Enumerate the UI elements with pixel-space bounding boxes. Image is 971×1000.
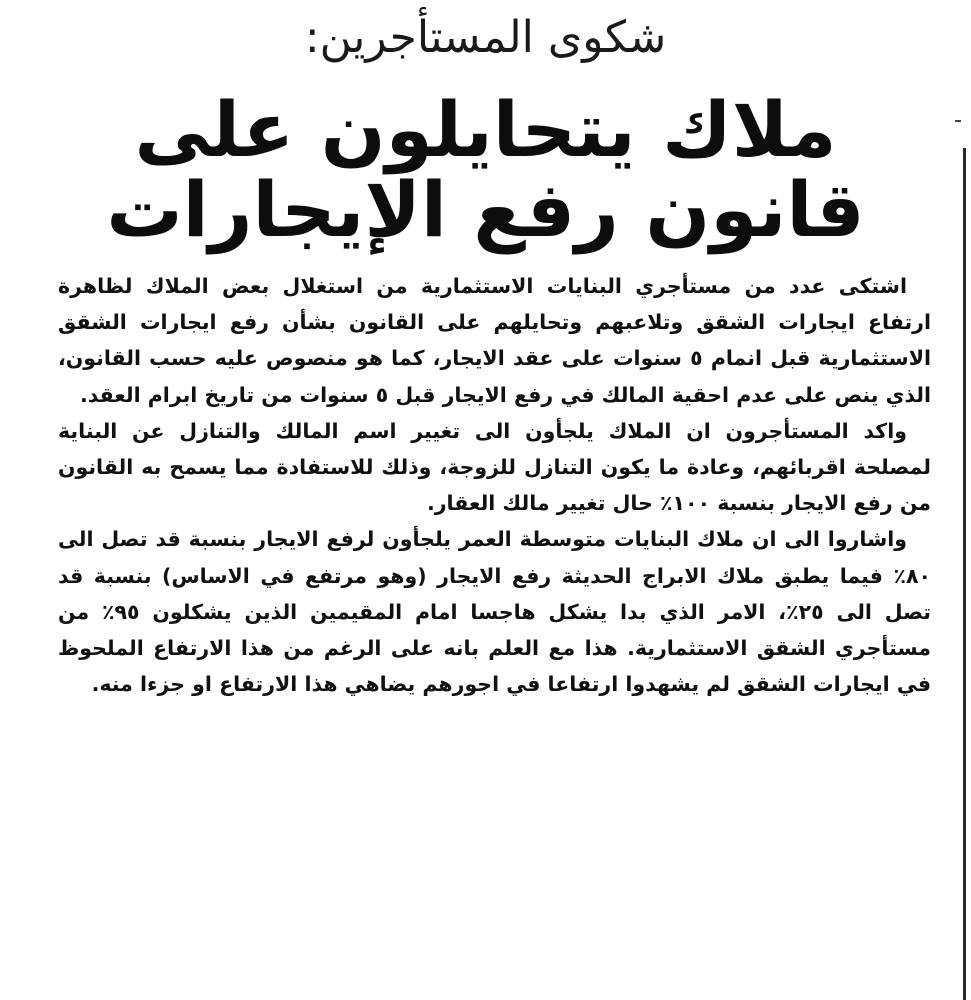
paragraph-2: واكد المستأجرون ان الملاك يلجأون الى تغيير اسم المالك والتنازل عن البناية لمصلحة اقربائهم، وعادة ما يكون التنازل للزوجة، وذلك للاستفادة مما يسمح به القانون من رفع الايجار بنسبة ١٠٠٪ حال تغيير مالك العقار. <box>58 418 931 516</box>
headline-line-1: ملاك يتحايلون على <box>134 85 837 174</box>
article-body <box>58 268 931 702</box>
article-kicker: شكوى المستأجرين: <box>304 12 667 63</box>
paragraph-3: واشاروا الى ان ملاك البنايات متوسطة العمر يلجأون لرفع الايجار بنسبة قد تصل الى ٨٠٪ فيما يطبق ملاك الابراج الحديثة رفع الايجار (وهو مرتفع في الاساس) بنسبة قد تصل الى ٢٥٪، الامر الذي بدا يشكل هاجسا امام المقيمين الذين يشكلون ٩٥٪ من مستأجري الشقق الاستثمارية. هذا مع العلم بانه على الرغم من هذا الارتفاع الملحوظ في ايجارات الشقق لم يشهدوا ارتفاعا في اجورهم يضاهي هذا الارتفاع او جزءا منه. <box>58 527 931 697</box>
edge-mark <box>955 120 961 162</box>
paragraph-1: اشتكى عدد من مستأجري البنايات الاستثمارية من استغلال بعض الملاك لظاهرة ارتفاع ايجارات الشقق وتلاعبهم وتحايلهم على القانون بشأن رفع ايجارات الشقق الاستثمارية قبل انمام ٥ سنوات على عقد الايجار، كما هو منصوص عليه حسب القانون، الذي ينص على عدم احقية المالك في رفع الايجار قبل ٥ سنوات من تاريخ ابرام العقد. <box>58 274 932 407</box>
column-rule-divider <box>963 148 966 1000</box>
headline-line-2: قانون رفع الإيجارات <box>106 165 865 254</box>
